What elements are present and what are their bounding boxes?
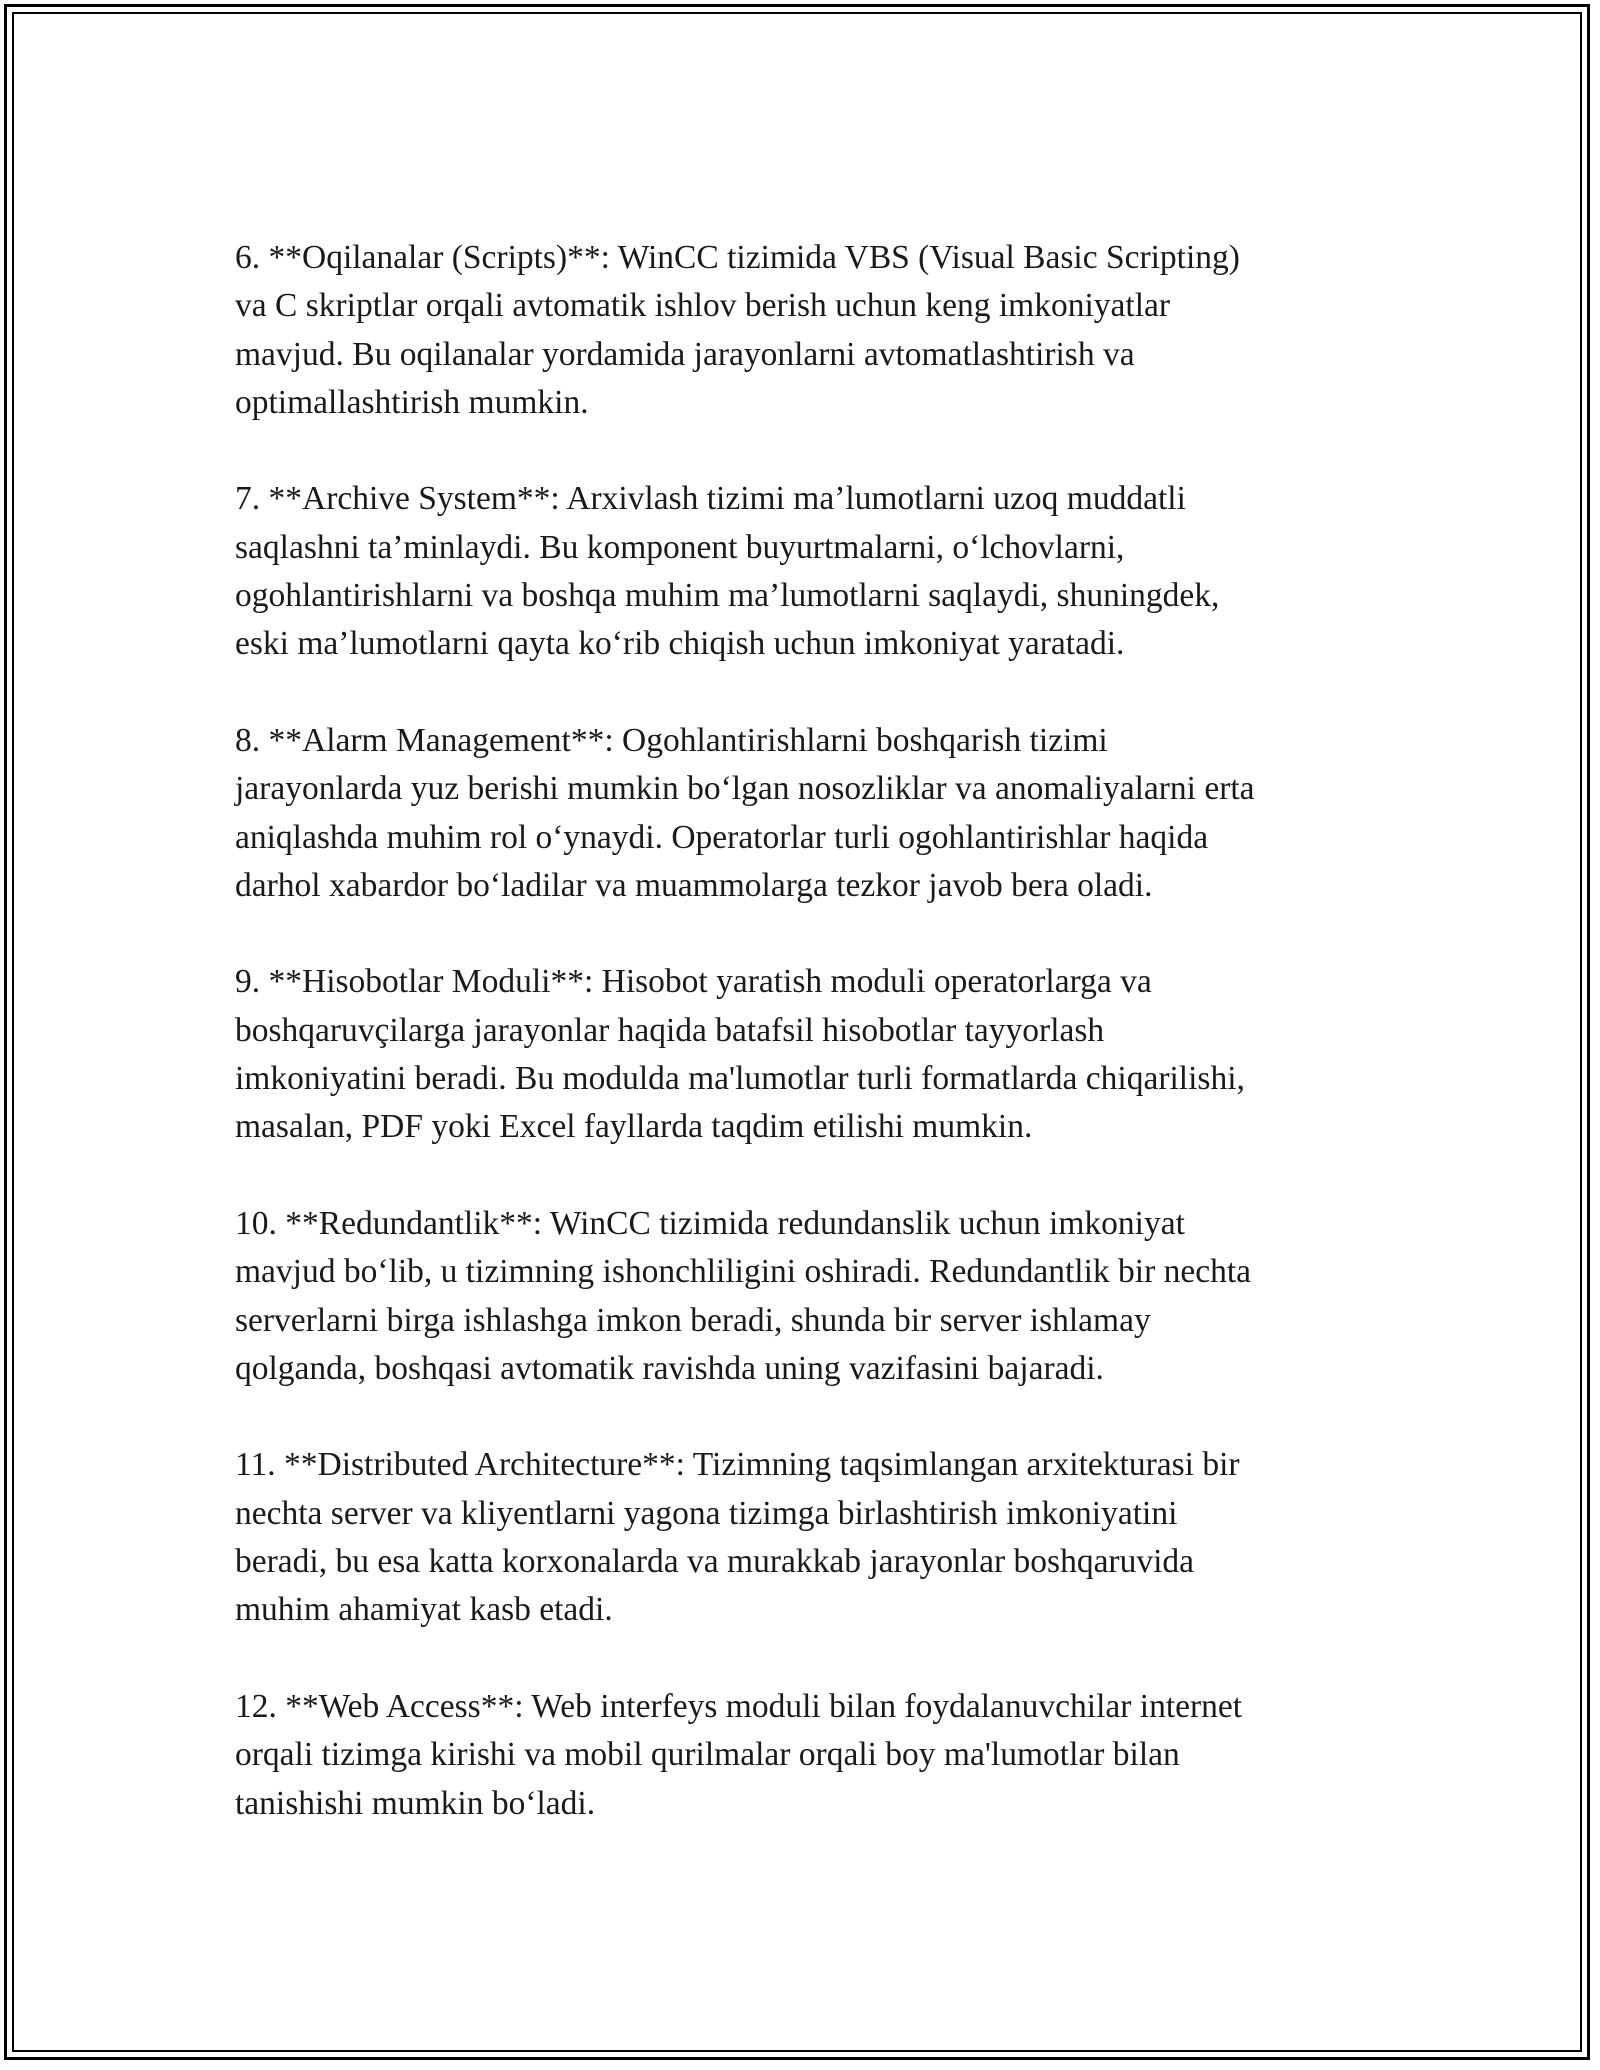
text-line: mavjud. Bu oqilanalar yordamida jarayonlarni avtomatlashtirish va	[235, 335, 1135, 373]
paragraph-alarm-management	[235, 717, 1375, 910]
paragraph-hisobotlar-moduli	[235, 958, 1375, 1151]
text-line: eski ma’lumotlarni qayta ko‘rib chiqish uchun imkoniyat yaratadi.	[235, 625, 1125, 663]
text-line: va C skriptlar orqali avtomatik ishlov berish uchun keng imkoniyatlar	[235, 287, 1171, 325]
paragraph-scripts	[235, 234, 1375, 427]
text-line: masalan, PDF yoki Excel fayllarda taqdim etilishi mumkin.	[235, 1108, 1033, 1146]
text-line: 12. **Web Access**: Web interfeys moduli bilan foydalanuvchilar internet	[235, 1687, 1243, 1725]
text-line: 9. **Hisobotlar Moduli**: Hisobot yaratish moduli operatorlarga va	[235, 963, 1152, 1001]
text-line: aniqlashda muhim rol o‘ynaydi. Operatorlar turli ogohlantirishlar haqida	[235, 818, 1209, 856]
text-line: saqlashni ta’minlaydi. Bu komponent buyurtmalarni, o‘lchovlarni,	[235, 528, 1125, 566]
text-line: darhol xabardor bo‘ladilar va muammolarga tezkor javob bera oladi.	[235, 866, 1153, 904]
text-line: 6. **Oqilanalar (Scripts)**: WinCC tizimida VBS (Visual Basic Scripting)	[235, 239, 1240, 276]
paragraph-web-access	[235, 1683, 1375, 1828]
text-line: mavjud bo‘lib, u tizimning ishonchliligini oshiradi. Redundantlik bir nechta	[235, 1253, 1252, 1291]
text-line: imkoniyatini beradi. Bu modulda ma'lumotlar turli formatlarda chiqarilishi,	[235, 1060, 1245, 1098]
paragraph-redundantlik	[235, 1200, 1375, 1393]
document-body	[235, 234, 1375, 1876]
text-line: 7. **Archive System**: Arxivlash tizimi ma’lumotlarni uzoq muddatli	[235, 480, 1186, 518]
text-line: optimallashtirish mumkin.	[235, 383, 589, 421]
text-line: qolganda, boshqasi avtomatik ravishda uning vazifasini bajaradi.	[235, 1349, 1104, 1387]
text-line: orqali tizimga kirishi va mobil qurilmalar orqali boy ma'lumotlar bilan	[235, 1736, 1180, 1774]
text-line: nechta server va kliyentlarni yagona tizimga birlashtirish imkoniyatini	[235, 1494, 1178, 1532]
text-line: 8. **Alarm Management**: Ogohlantirishlarni boshqarish tizimi	[235, 721, 1108, 759]
text-line: beradi, bu esa katta korxonalarda va murakkab jarayonlar boshqaruvida	[235, 1543, 1195, 1581]
text-line: serverlarni birga ishlashga imkon beradi, shunda bir server ishlamay	[235, 1301, 1151, 1339]
text-line: boshqaruvçilarga jarayonlar haqida batafsil hisobotlar tayyorlash	[235, 1011, 1105, 1049]
text-line: 10. **Redundantlik**: WinCC tizimida redundanslik uchun imkoniyat	[235, 1204, 1185, 1242]
text-line: ogohlantirishlarni va boshqa muhim ma’lumotlarni saqlaydi, shuningdek,	[235, 577, 1220, 615]
paragraph-archive-system	[235, 475, 1375, 668]
text-line: 11. **Distributed Architecture**: Tizimning taqsimlangan arxitekturasi bir	[235, 1446, 1240, 1484]
paragraph-distributed-architecture	[235, 1441, 1375, 1634]
text-line: jarayonlarda yuz berishi mumkin bo‘lgan nosozliklar va anomaliyalarni erta	[235, 770, 1255, 808]
text-line: tanishishi mumkin bo‘ladi.	[235, 1784, 596, 1822]
text-line: muhim ahamiyat kasb etadi.	[235, 1591, 613, 1629]
